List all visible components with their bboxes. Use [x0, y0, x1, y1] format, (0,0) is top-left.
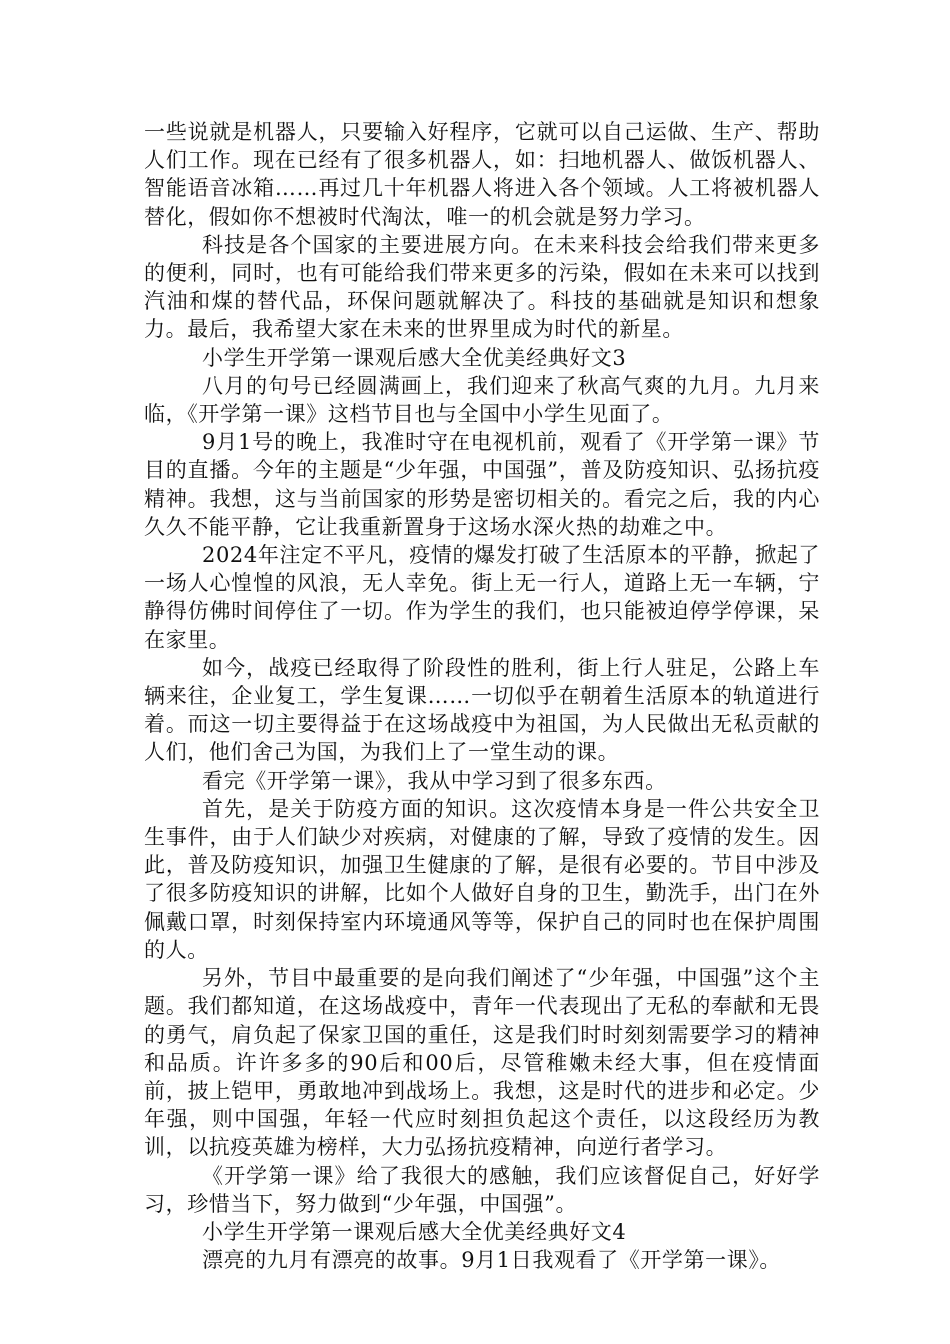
paragraph: 看完《开学第一课》，我从中学习到了很多东西。: [202, 768, 667, 793]
paragraph: 如今，战疫已经取得了阶段性的胜利，街上行人驻足，公路上车辆来往，企业复工，学生复课……一切似乎在朝着生活原本的轨道进行着。而这一切主要得益于在这场战疫中为祖国，为人民做出无私贡献的人们，他们舍己为国，为我们上了一堂生动的课。: [144, 655, 820, 765]
section-heading: 小学生开学第一课观后感大全优美经典好文4: [202, 1219, 627, 1244]
paragraph: 2024年注定不平凡，疫情的爆发打破了生活原本的平静，掀起了一场人心惶惶的风浪，无人幸免。街上无一行人，道路上无一车辆，宁静得仿佛时间停住了一切。作为学生的我们，也只能被迫停学停课，呆在家里。: [144, 543, 820, 652]
document-body: [144, 118, 820, 1274]
paragraph: 9月1号的晚上，我准时守在电视机前，观看了《开学第一课》节目的直播。今年的主题是“少年强，中国强”，普及防疫知识、弘扬抗疫精神。我想，这与当前国家的形势是密切相关的。看完之后，我的内心久久不能平静，它让我重新置身于这场水深火热的劫难之中。: [144, 430, 820, 539]
paragraph: 一些说就是机器人，只要输入好程序，它就可以自己运做、生产、帮助人们工作。现在已经有了很多机器人，如：扫地机器人、做饭机器人、智能语音冰箱……再过几十年机器人将进入各个领域。人工将被机器人替化，假如你不想被时代淘汰，唯一的机会就是努力学习。: [144, 120, 820, 229]
paragraph: 科技是各个国家的主要进展方向。在未来科技会给我们带来更多的便利，同时，也有可能给我们带来更多的污染，假如在未来可以找到汽油和煤的替代品，环保问题就解决了。科技的基础就是知识和想象力。最后，我希望大家在未来的世界里成为时代的新星。: [144, 232, 820, 342]
paragraph: 漂亮的九月有漂亮的故事。9月1日我观看了《开学第一课》。: [202, 1248, 782, 1273]
paragraph: 《开学第一课》给了我很大的感触，我们应该督促自己，好好学习，珍惜当下，努力做到“少年强，中国强”。: [144, 1163, 820, 1216]
paragraph: 八月的句号已经圆满画上，我们迎来了秋高气爽的九月。九月来临，《开学第一课》这档节目也与全国中小学生见面了。: [144, 373, 820, 427]
section-heading: 小学生开学第一课观后感大全优美经典好文3: [202, 345, 627, 370]
paragraph: 首先，是关于防疫方面的知识。这次疫情本身是一件公共安全卫生事件，由于人们缺少对疾病，对健康的了解，导致了疫情的发生。因此，普及防疫知识，加强卫生健康的了解，是很有必要的。节目中涉及了很多防疫知识的讲解，比如个人做好自身的卫生，勤洗手，出门在外佩戴口罩，时刻保持室内环境通风等等，保护自己的同时也在保护周围的人。: [144, 796, 820, 962]
paragraph: 另外，节目中最重要的是向我们阐述了“少年强，中国强”这个主题。我们都知道，在这场战疫中，青年一代表现出了无私的奉献和无畏的勇气，肩负起了保家卫国的重任，这是我们时时刻刻需要学习的精神和品质。许许多多的90后和00后，尽管稚嫩未经大事，但在疫情面前，披上铠甲，勇敢地冲到战场上。我想，这是时代的进步和必定。少年强，则中国强，年轻一代应时刻担负起这个责任，以这段经历为教训，以抗疫英雄为榜样，大力弘扬抗疫精神，向逆行者学习。: [144, 966, 820, 1160]
